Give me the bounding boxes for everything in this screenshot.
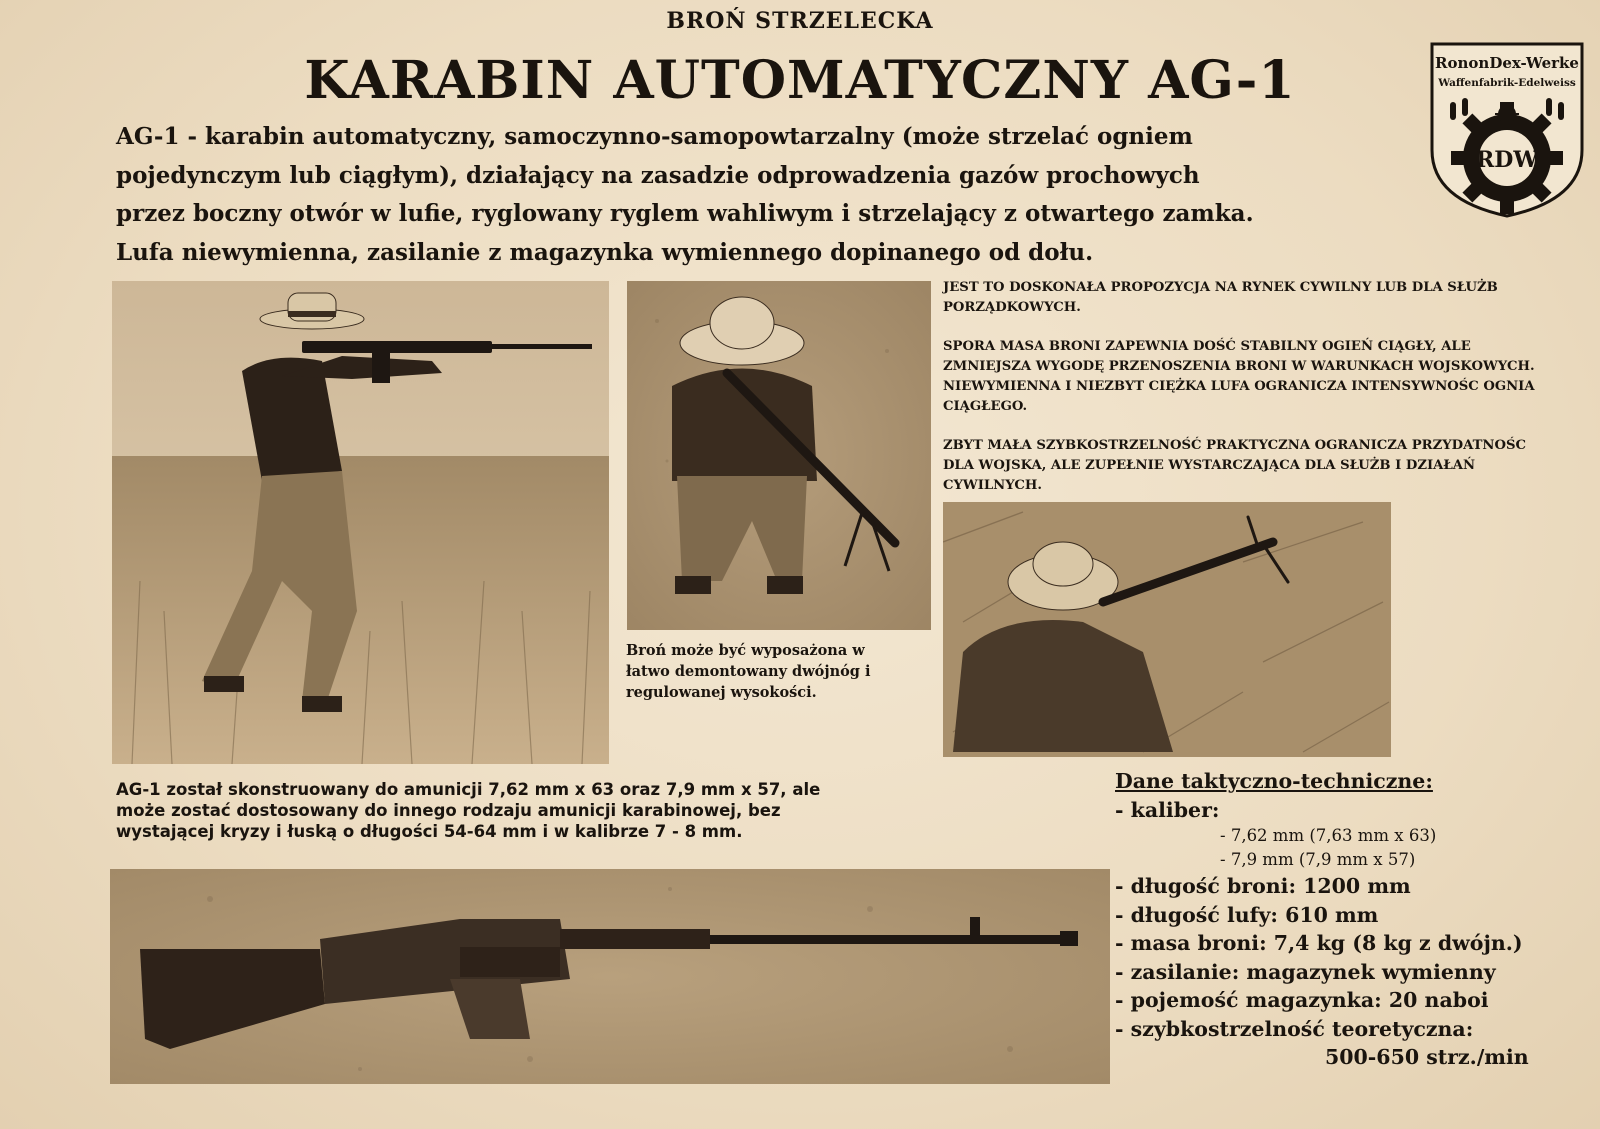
page-title: KARABIN AUTOMATYCZNY AG-1	[304, 50, 1296, 111]
specs-heading: Dane taktyczno-techniczne:	[1115, 769, 1433, 793]
note-paragraph: JEST TO DOSKONAŁA PROPOZYCJA NA RYNEK CYWILNY LUB DLA SŁUŻB PORZĄDKOWYCH.	[943, 280, 1498, 315]
intro-line: przez boczny otwór w lufie, ryglowany ryglem wahliwym i strzelający z otwartego zamka.	[116, 200, 1254, 227]
spec-capacity: - pojemość magazynka: 20 naboi	[1115, 988, 1489, 1012]
spec-caliber-1: - 7,62 mm (7,63 mm x 63)	[1220, 826, 1437, 845]
spec-mass: - masa broni: 7,4 kg (8 kg z dwójn.)	[1115, 931, 1523, 955]
spec-length: - długość broni: 1200 mm	[1115, 874, 1411, 898]
usage-notes	[943, 278, 1543, 515]
intro-line: pojedynczym lub ciągłym), działający na zasadzie odprowadzenia gazów prochowych	[116, 161, 1200, 189]
photo-standing-shooter	[112, 281, 609, 764]
ammo-line: może zostać dostosowany do innego rodzaju amunicji karabinowej, bez	[116, 801, 781, 820]
caption-line: Broń może być wyposażona w	[626, 642, 865, 659]
caption-line: regulowanej wysokości.	[626, 684, 817, 701]
caption-line: łatwo demontowany dwójnóg i	[626, 663, 871, 680]
section-kicker: BROŃ STRZELECKA	[666, 8, 934, 34]
spec-barrel: - długość lufy: 610 mm	[1115, 902, 1379, 927]
intro-line: Lufa niewymienna, zasilanie z magazynka wymiennego dopinanego od dołu.	[116, 238, 1094, 266]
spec-feed: - zasilanie: magazynek wymienny	[1115, 959, 1496, 984]
photo-rifle-side-view	[110, 869, 1110, 1084]
spec-caliber-2: - 7,9 mm (7,9 mm x 57)	[1220, 850, 1416, 869]
spec-caliber-label: - kaliber:	[1115, 797, 1220, 822]
logo-monogram: RDW	[1475, 147, 1539, 173]
spec-rof-label: - szybkostrzelność teoretyczna:	[1115, 1016, 1474, 1041]
logo-text-line2: Waffenfabrik-Edelweiss	[1438, 77, 1576, 89]
photo-prone-shooter	[943, 502, 1391, 757]
note-paragraph: SPORA MASA BRONI ZAPEWNIA DOŚĆ STABILNY OGIEŃ CIĄGŁY, ALE ZMNIEJSZA WYGODĘ PRZENOSZENIA BRONI W WARUNKACH WOJSKOWYCH. NIEWYMIENNA I NIEZBYT CIĘŻKA LUFA OGRANICZA INTENSYWNOŚC OGNIA CIĄGŁEGO.	[943, 339, 1535, 414]
spec-rof-value: 500-650 strz./min	[1325, 1045, 1529, 1069]
company-logo	[1428, 40, 1586, 220]
note-paragraph: ZBYT MAŁA SZYBKOSTRZELNOŚĆ PRAKTYCZNA OGRANICZA PRZYDATNOŚC DLA WOJSKA, ALE ZUPEŁNIE WYSTARCZAJĄCA DLA SŁUŻB I DZIAŁAŃ CYWILNYCH.	[943, 438, 1526, 493]
photo-front-shooter	[627, 281, 931, 630]
logo-text-line1: RononDex-Werke	[1435, 54, 1579, 72]
ammo-line: wystającej kryzy i łuską o długości 54-64 mm i w kalibrze 7 - 8 mm.	[116, 822, 743, 841]
intro-paragraph	[116, 118, 1446, 272]
logo-shield-icon	[1428, 40, 1586, 220]
bipod-caption	[626, 640, 926, 703]
ammo-line: AG-1 został skonstruowany do amunicji 7,62 mm x 63 oraz 7,9 mm x 57, ale	[116, 780, 821, 799]
ammo-paragraph	[116, 779, 916, 842]
intro-line: AG-1 - karabin automatyczny, samoczynno-samopowtarzalny (może strzelać ogniem	[116, 123, 1193, 150]
tech-specs	[1115, 767, 1595, 1072]
